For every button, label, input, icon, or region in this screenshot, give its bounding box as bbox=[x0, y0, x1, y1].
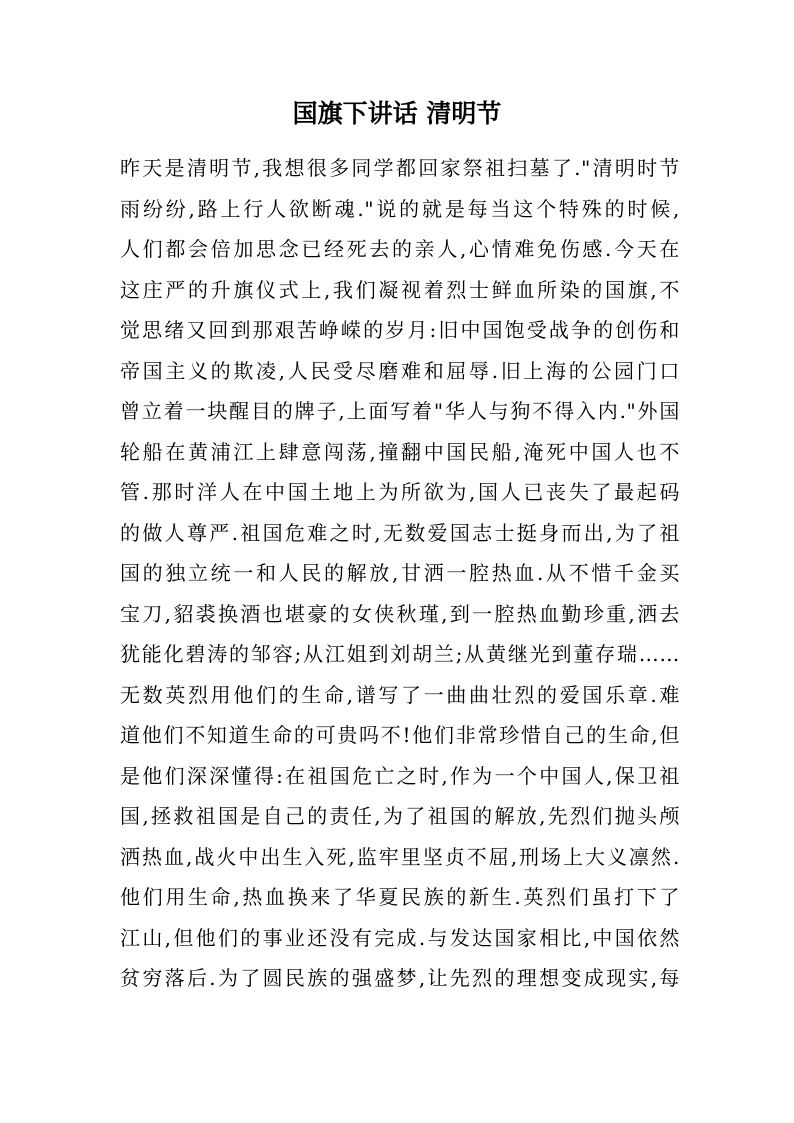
body-line: 国,拯救祖国是自己的责任,为了祖国的解放,先烈们抛头颅 bbox=[120, 804, 680, 828]
body-line: 雨纷纷,路上行人欲断魂."说的就是每当这个特殊的时候, bbox=[120, 196, 680, 221]
body-line: 这庄严的升旗仪式上,我们凝视着烈士鲜血所染的国旗,不 bbox=[120, 277, 680, 302]
body-line: 人们都会倍加思念已经死去的亲人,心情难免伤感.今天在 bbox=[120, 237, 680, 261]
body-line: 江山,但他们的事业还没有完成.与发达国家相比,中国依然 bbox=[120, 925, 680, 950]
body-line: 的做人尊严.祖国危难之时,无数爱国志士挺身而出,为了祖 bbox=[120, 520, 680, 545]
document-body bbox=[120, 148, 680, 999]
body-line: 轮船在黄浦江上肆意闯荡,撞翻中国民船,淹死中国人也不 bbox=[120, 439, 680, 464]
body-line: 宝刀,貂裘换酒也堪豪的女侠秋瑾,到一腔热血勤珍重,洒去 bbox=[120, 601, 680, 626]
body-line: 昨天是清明节,我想很多同学都回家祭祖扫墓了."清明时节 bbox=[120, 156, 680, 180]
body-line: 无数英烈用他们的生命,谱写了一曲曲壮烈的爱国乐章.难 bbox=[120, 682, 680, 707]
body-line: 洒热血,战火中出生入死,监牢里坚贞不屈,刑场上大义凛然. bbox=[120, 844, 680, 869]
body-line: 他们用生命,热血换来了华夏民族的新生.英烈们虽打下了 bbox=[120, 885, 680, 909]
body-line: 是他们深深懂得:在祖国危亡之时,作为一个中国人,保卫祖 bbox=[120, 763, 680, 788]
document-title: 国旗下讲话 清明节 bbox=[292, 99, 502, 128]
body-line: 犹能化碧涛的邹容;从江姐到刘胡兰;从黄继光到董存瑞…… bbox=[120, 642, 680, 666]
body-line: 帝国主义的欺凌,人民受尽磨难和屈辱.旧上海的公园门口 bbox=[120, 358, 680, 383]
body-line: 贫穷落后.为了圆民族的强盛梦,让先烈的理想变成现实,每 bbox=[120, 966, 680, 990]
body-line: 道他们不知道生命的可贵吗不!他们非常珍惜自己的生命,但 bbox=[120, 723, 680, 747]
body-line: 国的独立统一和人民的解放,甘洒一腔热血.从不惜千金买 bbox=[120, 561, 680, 585]
body-line: 觉思绪又回到那艰苦峥嵘的岁月:旧中国饱受战争的创伤和 bbox=[120, 318, 680, 342]
body-line: 曾立着一块醒目的牌子,上面写着"华人与狗不得入内."外国 bbox=[120, 399, 680, 423]
body-line: 管.那时洋人在中国土地上为所欲为,国人已丧失了最起码 bbox=[120, 480, 680, 504]
